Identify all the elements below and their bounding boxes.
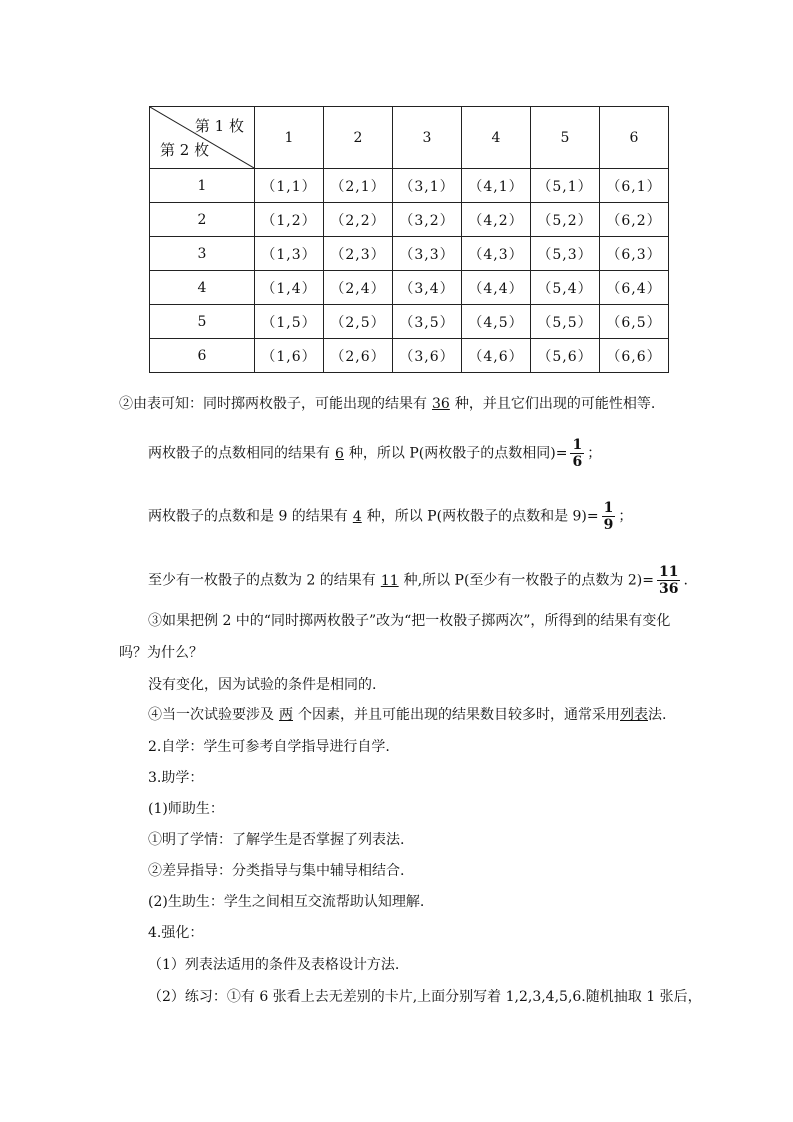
dice-outcome-table [149, 106, 669, 373]
table-cell: （2,6） [324, 339, 393, 373]
answer-blank: 11 [380, 572, 399, 589]
paragraph-answer: 没有变化，因为试验的条件是相同的. [148, 677, 377, 693]
column-header: 3 [393, 107, 462, 169]
table-row [150, 203, 669, 237]
paragraph-conditions: （1）列表法适用的条件及表格设计方法. [148, 957, 400, 973]
table-cell: （2,3） [324, 237, 393, 271]
table-row [150, 305, 669, 339]
row-header: 5 [150, 305, 255, 339]
paragraph-peer-help: (2)生助生：学生之间相互交流帮助认知理解. [148, 894, 425, 910]
paragraph-sum-nine: 两枚骰子的点数和是 9 的结果有 4 种，所以 P(两枚骰子的点数和是 9)= $\frac{1}{9}$ ； [148, 500, 633, 533]
table-corner-cell [150, 107, 255, 169]
table-row [150, 237, 669, 271]
table-cell: （1,2） [255, 203, 324, 237]
table-cell: （5,4） [531, 271, 600, 305]
table-cell: （2,1） [324, 169, 393, 203]
table-cell: （1,4） [255, 271, 324, 305]
table-cell: （3,1） [393, 169, 462, 203]
table-cell: （5,6） [531, 339, 600, 373]
table-cell: （3,5） [393, 305, 462, 339]
paragraph-reinforce-heading: 4.强化： [148, 925, 204, 941]
paragraph-same-points: 两枚骰子的点数相同的结果有 6 种，所以 P(两枚骰子的点数相同)= $\frac{1}{6}$ ； [148, 437, 602, 470]
table-cell: （6,1） [600, 169, 669, 203]
row-header: 4 [150, 271, 255, 305]
table-cell: （2,5） [324, 305, 393, 339]
table-cell: （2,4） [324, 271, 393, 305]
table-cell: （6,6） [600, 339, 669, 373]
answer-blank: 两 [279, 707, 293, 723]
fraction: $\frac{1}{6}$ [572, 437, 583, 470]
fraction: $\frac{11}{36}$ [658, 564, 679, 597]
paragraph-teacher-help: (1)师助生： [148, 801, 224, 817]
column-header: 1 [255, 107, 324, 169]
column-header: 5 [531, 107, 600, 169]
table-cell: （6,4） [600, 271, 669, 305]
table-header-row [150, 107, 669, 169]
table-cell: （1,5） [255, 305, 324, 339]
paragraph-at-least-one-two: 至少有一枚骰子的点数为 2 的结果有 11 种,所以 P(至少有一枚骰子的点数为 2)= $\frac{11}{36}$ . [148, 564, 688, 597]
paragraph-self-study: 2.自学：学生可参考自学指导进行自学. [148, 739, 390, 755]
paragraph-list-method: ④当一次试验要涉及 两 个因素，并且可能出现的结果数目较多时，通常采用列表法. [148, 707, 667, 723]
table-cell: （6,2） [600, 203, 669, 237]
table-cell: （4,2） [462, 203, 531, 237]
table-row [150, 339, 669, 373]
column-header: 6 [600, 107, 669, 169]
paragraph-differential-guidance: ②差异指导：分类指导与集中辅导相结合. [148, 863, 405, 879]
paragraph-exercise: （2）练习：①有 6 张看上去无差别的卡片,上面分别写着 1,2,3,4,5,6.随机抽取 1 张后， [148, 989, 702, 1005]
table-cell: （2,2） [324, 203, 393, 237]
paragraph-learning-status: ①明了学情：了解学生是否掌握了列表法. [148, 832, 405, 848]
column-header: 2 [324, 107, 393, 169]
table-cell: （5,1） [531, 169, 600, 203]
table-cell: （5,5） [531, 305, 600, 339]
answer-blank: 36 [432, 396, 450, 412]
corner-label-second-die: 第 2 枚 [160, 141, 210, 159]
row-header: 3 [150, 237, 255, 271]
paragraph-question-line-1: ③如果把例 2 中的“同时掷两枚骰子”改为“把一枚骰子掷两次”，所得到的结果有变化 [148, 613, 671, 629]
table-cell: （4,5） [462, 305, 531, 339]
table-cell: （3,2） [393, 203, 462, 237]
table-cell: （1,6） [255, 339, 324, 373]
answer-blank: 6 [335, 445, 344, 462]
answer-blank: 4 [352, 508, 362, 525]
table-row [150, 271, 669, 305]
table-row [150, 169, 669, 203]
table-cell: （5,2） [531, 203, 600, 237]
row-header: 1 [150, 169, 255, 203]
row-header: 2 [150, 203, 255, 237]
paragraph-assist-heading: 3.助学： [148, 770, 204, 786]
table-cell: （6,5） [600, 305, 669, 339]
answer-blank: 列表 [620, 707, 648, 723]
table-cell: （5,3） [531, 237, 600, 271]
table-cell: （4,4） [462, 271, 531, 305]
table-cell: （3,4） [393, 271, 462, 305]
fraction: $\frac{1}{9}$ [603, 500, 614, 533]
table-cell: （4,1） [462, 169, 531, 203]
table-cell: （4,3） [462, 237, 531, 271]
corner-label-first-die: 第 1 枚 [194, 117, 244, 135]
paragraph-total-outcomes: ②由表可知：同时掷两枚骰子，可能出现的结果有 36 种，并且它们出现的可能性相等. [119, 396, 656, 412]
table-cell: （1,1） [255, 169, 324, 203]
paragraph-question-line-2: 吗？为什么？ [119, 645, 203, 661]
table-cell: （6,3） [600, 237, 669, 271]
table-cell: （3,3） [393, 237, 462, 271]
table-cell: （4,6） [462, 339, 531, 373]
table-cell: （1,3） [255, 237, 324, 271]
table-cell: （3,6） [393, 339, 462, 373]
row-header: 6 [150, 339, 255, 373]
column-header: 4 [462, 107, 531, 169]
